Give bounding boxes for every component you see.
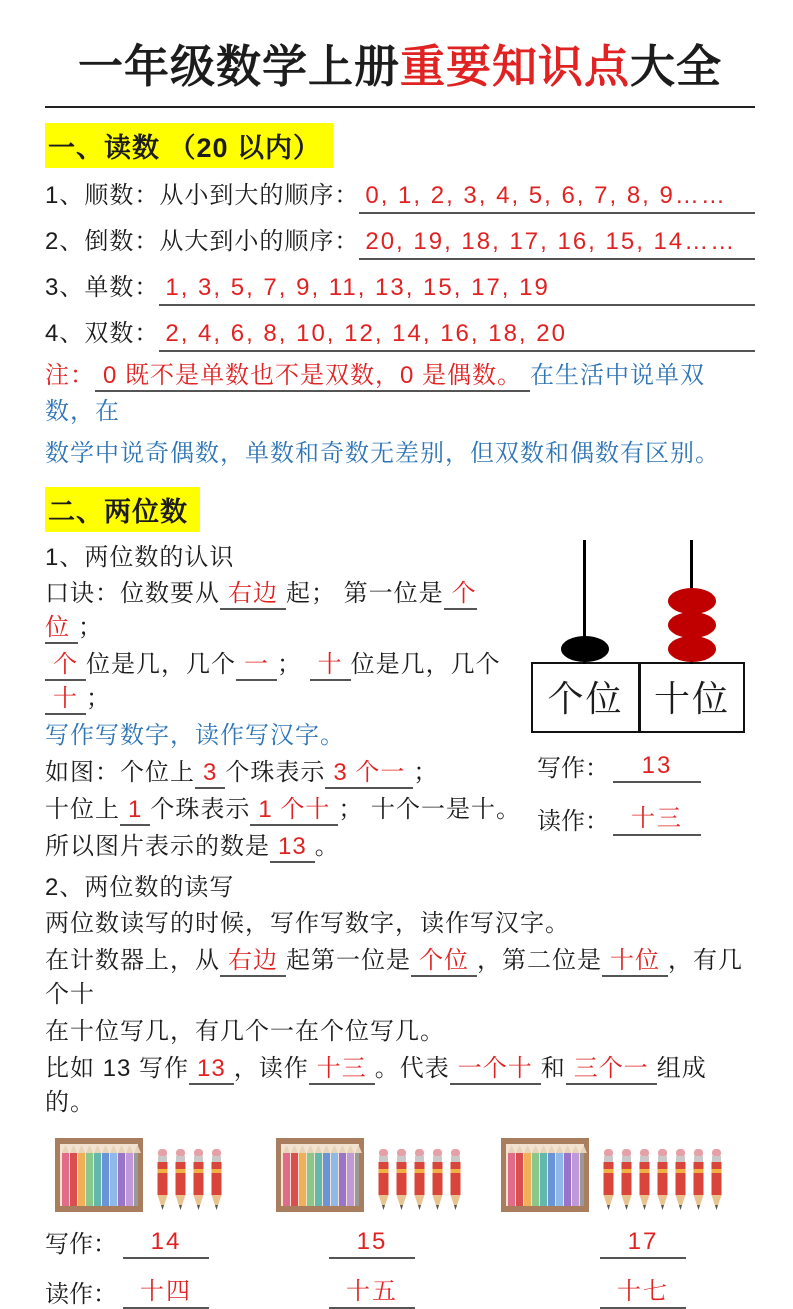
text-segment: 。代表: [374, 1055, 450, 1082]
text-segment: 如图：个位上: [45, 759, 195, 786]
abacus-read-row: [523, 798, 755, 836]
abacus-column: [523, 534, 755, 904]
abacus-rods: [531, 540, 745, 662]
abacus-bead: [668, 588, 716, 614]
text-segment: 13: [270, 833, 315, 863]
text-segment: 个珠表示: [150, 796, 251, 823]
pencil-write-row: [45, 1224, 755, 1259]
abacus-illustration: [531, 540, 745, 733]
koujue-line-2: [45, 648, 523, 716]
text-segment: 十: [310, 651, 351, 681]
text-segment: 3 个一: [325, 759, 413, 789]
ones-rod: [531, 540, 638, 662]
list-item-danshu: [45, 273, 755, 306]
pencil-icon: [394, 1148, 409, 1212]
ones-place-label: 个位: [547, 678, 624, 719]
text-segment: 13: [189, 1055, 234, 1085]
section1-heading: 一、读数 （20 以内）: [45, 123, 333, 168]
item-label: 2、倒数：从大到小的顺序：: [45, 228, 360, 255]
text-segment: 十位: [602, 947, 668, 977]
rutu-line-3: [45, 830, 523, 864]
text-segment: 在计数器上，从: [45, 947, 220, 974]
text-segment: 在生活中说单双数，在: [45, 362, 706, 425]
loose-pencils: [601, 1148, 724, 1212]
text-segment: 写作写数字，读作写汉字。: [45, 722, 345, 749]
text-segment: 1 个十: [250, 796, 338, 826]
item-answer: 0, 1, 2, 3, 4, 5, 6, 7, 8, 9……: [359, 181, 755, 214]
read-answer-1: 十四: [123, 1271, 209, 1309]
text-segment: 个位: [411, 947, 477, 977]
item-label: 1、顺数：从小到大的顺序：: [45, 182, 360, 209]
pencil-illustrations: [45, 1136, 755, 1212]
pencil-box-icon: [501, 1138, 589, 1212]
text-segment: ；: [78, 614, 103, 641]
title-part1: 一年级数学上册: [77, 41, 400, 92]
rutu-line-2: [45, 793, 523, 827]
duxie-line-2: [45, 944, 755, 1012]
text-segment: 十: [45, 685, 86, 715]
item-label: 4、双数：: [45, 320, 160, 347]
pencil-box-icon: [276, 1138, 364, 1212]
text-segment: ；: [277, 651, 310, 678]
text-segment: 位是几，几个: [86, 651, 236, 678]
text-segment: ；: [413, 759, 439, 786]
text-segment: 数学中说奇偶数，单数和奇数无差别，但双数和偶数有区别。: [45, 440, 720, 467]
koujue-line-1: [45, 577, 523, 645]
write-answer-2: 15: [329, 1228, 415, 1259]
text-segment: 个珠表示: [225, 759, 326, 786]
text-segment: 0 既不是单数也不是双数，0 是偶数。: [95, 362, 530, 392]
text-segment: 三个一: [566, 1055, 657, 1085]
text-segment: 和: [540, 1055, 566, 1082]
text-segment: 个: [45, 651, 86, 681]
subheading-duxie: 2、两位数的读写: [45, 874, 235, 901]
write-label: 写作：: [45, 1231, 117, 1258]
read-answer-2: 十五: [329, 1271, 415, 1309]
abacus-bead: [668, 612, 716, 638]
text-segment: 十位上: [45, 796, 120, 823]
text-segment: 右边: [220, 580, 286, 610]
pencil-icon: [709, 1148, 724, 1212]
text-segment: 在十位写几，有几个一在个位写几。: [45, 1018, 445, 1045]
title-part2: 大全: [630, 41, 723, 92]
item-label: 3、单数：: [45, 274, 160, 301]
abacus-bead: [668, 636, 716, 662]
duxie-line-4: [45, 1052, 755, 1120]
text-segment: 所以图片表示的数是: [45, 833, 270, 860]
pencil-icon: [691, 1148, 706, 1212]
write-label: 写作：: [537, 755, 609, 782]
item-answer: 20, 19, 18, 17, 16, 15, 14……: [359, 227, 755, 260]
duxie-line-3: [45, 1015, 755, 1049]
pencil-group-15: [276, 1138, 463, 1212]
text-segment: 起； 第一位是: [286, 580, 444, 607]
page-title: [45, 40, 755, 94]
abacus-write-row: [523, 748, 755, 783]
text-segment: 一个十: [450, 1055, 541, 1085]
pencil-icon: [209, 1148, 224, 1212]
write-answer-1: 14: [123, 1228, 209, 1259]
pencil-icon: [673, 1148, 688, 1212]
text-segment: ，读作: [233, 1055, 309, 1082]
text-segment: 注：: [45, 362, 95, 389]
loose-pencils: [376, 1148, 463, 1212]
pencil-icon: [155, 1148, 170, 1212]
text-segment: 。: [314, 833, 340, 860]
pencil-icon: [412, 1148, 427, 1212]
title-divider: [45, 106, 755, 108]
section2-heading: 二、两位数: [45, 487, 200, 532]
pencil-icon: [619, 1148, 634, 1212]
section2-text-column: [45, 534, 523, 904]
pencil-icon: [173, 1148, 188, 1212]
write-answer-3: 17: [600, 1228, 686, 1259]
place-value-table: [531, 662, 745, 733]
write-answer: 13: [613, 752, 701, 783]
rutu-line-1: [45, 756, 523, 790]
pencil-icon: [191, 1148, 206, 1212]
pencil-box-icon: [55, 1138, 143, 1212]
list-item-shunshu: [45, 181, 755, 214]
read-label: 读作：: [537, 808, 609, 835]
text-segment: 起第一位是: [286, 947, 411, 974]
text-segment: 口诀：位数要从: [45, 580, 220, 607]
read-label: 读作：: [45, 1281, 117, 1308]
pencil-icon: [637, 1148, 652, 1212]
tens-rod: [638, 540, 745, 662]
text-segment: 位是几，几个: [350, 651, 501, 678]
pencil-box-icon: [276, 1138, 364, 1212]
note-line-2: [45, 436, 755, 472]
text-segment: 十三: [309, 1055, 375, 1085]
tens-place-label: 十位: [638, 664, 743, 731]
two-column-area: [45, 534, 755, 904]
pencil-icon: [655, 1148, 670, 1212]
pencil-group-14: [55, 1138, 224, 1212]
list-item-daoshu: [45, 227, 755, 260]
pencil-read-row: [45, 1271, 755, 1309]
duxie-line-1: [45, 907, 755, 941]
text-segment: 组成的。: [45, 1055, 707, 1116]
text-segment: 3: [195, 759, 225, 789]
text-segment: ；: [86, 685, 111, 712]
text-segment: 一: [236, 651, 277, 681]
abacus-bead: [561, 636, 609, 662]
pencil-icon: [430, 1148, 445, 1212]
note-line-1: [45, 358, 755, 430]
text-segment: ，第二位是: [477, 947, 602, 974]
text-segment: 比如 13 写作: [45, 1055, 190, 1082]
list-item-shuangshu: [45, 319, 755, 352]
text-segment: 1: [120, 796, 150, 826]
loose-pencils: [155, 1148, 224, 1212]
pencil-box-icon: [55, 1138, 143, 1212]
text-segment: 个位: [45, 580, 477, 644]
title-highlight: 重要知识点: [399, 41, 630, 92]
pencil-group-17: [501, 1138, 724, 1212]
pencil-icon: [448, 1148, 463, 1212]
text-segment: 两位数读写的时候，写作写数字，读作写汉字。: [45, 910, 570, 937]
text-segment: ，有几个十: [45, 947, 743, 1008]
text-segment: ； 十个一是十。: [338, 796, 522, 823]
read-answer-3: 十七: [600, 1271, 686, 1309]
subheading-renshi: 1、两位数的认识: [45, 544, 235, 571]
item-answer: 1, 3, 5, 7, 9, 11, 13, 15, 17, 19: [159, 273, 755, 306]
text-segment: 右边: [220, 947, 286, 977]
pencil-box-icon: [501, 1138, 589, 1212]
koujue-line-3: [45, 719, 523, 753]
read-answer: 十三: [613, 798, 701, 836]
pencil-icon: [601, 1148, 616, 1212]
pencil-icon: [376, 1148, 391, 1212]
item-answer: 2, 4, 6, 8, 10, 12, 14, 16, 18, 20: [159, 319, 755, 352]
